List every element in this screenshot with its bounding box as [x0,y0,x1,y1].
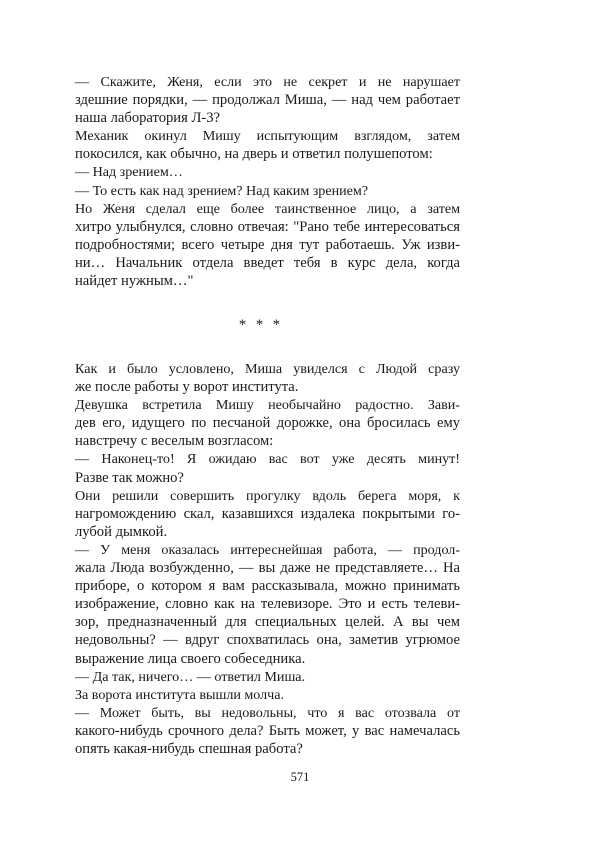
text-line: — Над зрением… [75,164,183,181]
paragraph [62,686,460,704]
text-line: дев его, идущего по песчаной дорожке, она бросилась ему [75,415,460,432]
text-line: жала Люда возбужденно, — вы даже не представляете… На [75,560,460,577]
paragraph [62,127,460,163]
text-line: покосился, как обычно, на дверь и ответил полушепотом: [75,146,433,163]
text-line: навстречу с веселым возгласом: [75,433,274,450]
text-line: ни… Начальник отдела введет тебя в курс дела, когда [75,254,460,271]
text-line: выражение лица своего собеседника. [75,650,306,667]
paragraph [62,200,460,290]
paragraph [62,163,460,181]
text-line: подробностями; всего четыре дня тут работаешь. Уж изви- [75,236,460,253]
text-line: — То есть как над зрением? Над каким зрением? [75,182,369,199]
paragraph [62,450,460,486]
text-line: — Может быть, вы недовольны, что я вас отозвала от [75,704,460,721]
text-section-after-break [62,360,460,758]
text-line: — У меня оказалась интереснейшая работа, — продол- [75,541,460,558]
page-number: 571 [290,770,310,784]
paragraph [62,73,460,127]
paragraph [62,396,460,450]
text-line: изображение, словно как на телевизоре. Это и есть телеви- [75,596,460,613]
paragraph [62,487,460,541]
text-section-before-break [62,73,460,290]
text-line: Механик окинул Мишу испытующим взглядом, затем [75,128,460,145]
section-separator: * * * [238,317,284,333]
paragraph [62,704,460,758]
text-line: — Да так, ничего… — ответил Миша. [75,668,306,685]
text-line: — Скажите, Женя, если это не секрет и не нарушает [75,74,460,90]
paragraph [62,182,460,200]
paragraph [62,541,460,668]
text-line: какого-нибудь срочного дела? Быть может, у вас намечалась [75,722,460,739]
text-line: приборе, о котором я вам рассказывала, можно принимать [75,578,460,595]
text-line: наша лаборатория Л-3? [75,110,221,127]
text-line: зор, предназначенный для специальных целей. А вы чем [75,614,460,631]
text-line: Как и было условлено, Миша увиделся с Людой сразу [75,361,460,377]
text-line: опять какая-нибудь спешная работа? [75,740,303,757]
text-line: Разве так можно? [75,469,184,486]
text-line: За ворота института вышли молча. [75,686,284,703]
text-line: Девушка встретила Мишу необычайно радостно. Зави- [75,397,460,414]
text-line: здешние порядки, — продолжал Миша, — над чем работает [75,92,460,109]
text-line: Они решили совершить прогулку вдоль берега моря, к [75,487,460,504]
text-line: недовольны? — вдруг спохватилась она, заметив угрюмое [75,632,460,649]
paragraph [62,668,460,686]
text-line: же после работы у ворот института. [75,379,299,396]
text-line: найдет нужным…" [75,273,194,290]
text-line: нагромождению скал, казавшихся издалека покрытыми го- [75,505,460,522]
text-line: — Наконец-то! Я ожидаю вас вот уже десять минут! [75,451,460,468]
text-line: хитро улыбнулся, словно отвечая: "Рано тебе интересоваться [75,218,460,235]
text-line: лубой дымкой. [75,523,168,540]
text-line: Но Женя сделал еще более таинственное лицо, а затем [75,200,460,217]
paragraph [62,360,460,396]
